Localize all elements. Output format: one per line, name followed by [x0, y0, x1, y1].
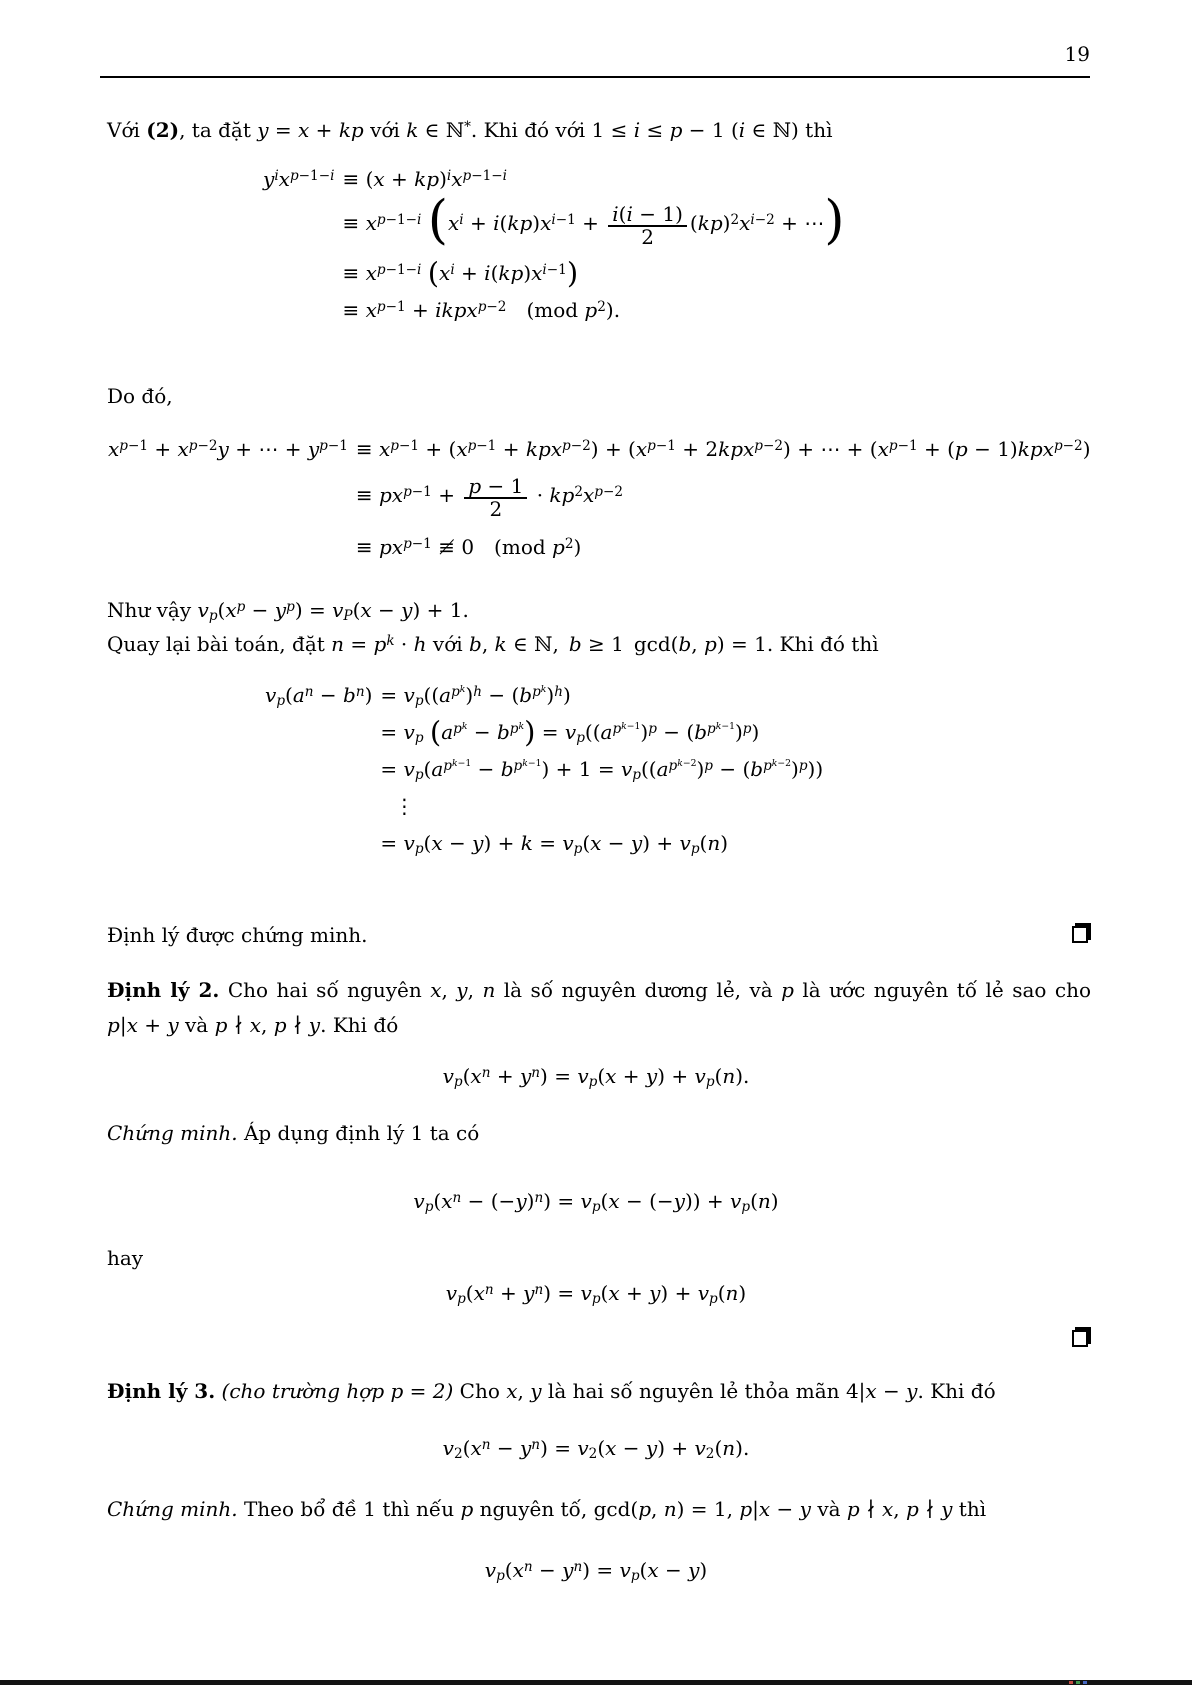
eq-right: ≡ $px^{p-1}$ ≢ 0 (mod $p^2$) — [355, 535, 582, 560]
eq-right: = $v_p((a^{p^k})^h - (b^{p^k})^h)$ — [380, 683, 571, 709]
nhu-vay-paragraph: Như vậy $v_p(x^p - y^p) = v_P(x - y) + 1$. — [107, 598, 469, 624]
eq-right: ≡ $x^{p-1} + (x^{p-1} + kpx^{p-2}) + (x^{p-1} + 2kpx^{p-2})$ + ⋯ + $(x^{p-1} + (p - 1)kpx^{p-2})$ — [355, 437, 1091, 461]
theorem2-line2: p|x + y và p ∤ x, p ∤ y. Khi đó — [107, 1013, 399, 1037]
qed-box-icon — [1072, 1330, 1088, 1347]
eq-left: $v_p(a^n - b^n)$ — [265, 683, 373, 709]
proof2-intro: Chứng minh. Áp dụng định lý 1 ta có — [107, 1121, 480, 1145]
display-eq-proof3: $v_p(x^n - y^n) = v_p(x - y)$ — [484, 1558, 708, 1584]
eq-left: $x^{p-1} + x^{p-2}y$ + ⋯ + $y^{p-1}$ — [108, 437, 348, 461]
eq-right: ≡ $x^{p-1-i}$ $(x^i + i(kp)x^{i-1})$ — [342, 256, 579, 291]
eq-right: = $v_p(x - y) + k = v_p(x - y) + v_p(n)$ — [380, 831, 729, 857]
proof3-intro: Chứng minh. Theo bổ đề 1 thì nếu p nguyên tố, gcd(p, n) = 1, p|x − y và p ∤ x, p ∤ y thì — [107, 1497, 987, 1521]
taskbar-sliver — [0, 1680, 1192, 1685]
theorem2-line1: Định lý 2. Cho hai số nguyên x, y, n là số nguyên dương lẻ, và p là ước nguyên tố lẻ sao cho — [107, 978, 1092, 1002]
hay-text: hay — [107, 1246, 144, 1270]
display-eq-theorem3: $v_2(x^n - y^n) = v_2(x - y) + v_2(n)$. — [442, 1436, 750, 1462]
display-eq-proof2-b: $v_p(x^n + y^n) = v_p(x + y) + v_p(n)$ — [445, 1281, 747, 1307]
equation-block-sum-congruence — [108, 437, 1091, 559]
display-eq-proof2-a: $v_p(x^n - (-y)^n) = v_p(x - (-y)) + v_p(n)$ — [413, 1189, 779, 1215]
equation-block-valuation-induction — [265, 683, 823, 855]
eq-right: = $v_p$ $(a^{p^k} - b^{p^k}) = v_p((a^{p^{k-1}})^p - (b^{p^{k-1}})^p)$ — [380, 714, 760, 749]
vertical-dots: ⋮ — [394, 794, 415, 818]
eq-right: ≡ $px^{p-1}$ + $\frac{p - 1}{2}$ · $kp^2x^{p-2}$ — [355, 474, 624, 522]
taskbar-icon-dot — [1069, 1681, 1073, 1684]
eq-right: ≡ $(x + kp)^ix^{p-1-i}$ — [342, 167, 508, 191]
equation-block-binomial-expansion — [263, 167, 845, 322]
quay-lai-paragraph: Quay lại bài toán, đặt $n = p^k \cdot h$ với b, k ∈ ℕ, b ≥ 1 gcd(b, p) = 1. Khi đó thì — [107, 632, 879, 656]
eq-right: ≡ $x^{p-1}$ + ikpx$^{p-2}$ (mod $p^2$). — [342, 298, 621, 323]
do-do-text: Do đó, — [107, 384, 173, 408]
taskbar-icon-dot — [1083, 1681, 1087, 1684]
qed-box-icon — [1072, 926, 1088, 943]
taskbar-icon-dot — [1076, 1681, 1080, 1684]
page-number: 19 — [1064, 42, 1090, 66]
eq-right: = $v_p(a^{p^{k-1}} - b^{p^{k-1}}) + 1 = v_p((a^{p^{k-2}})^p - (b^{p^{k-2}})^p)$) — [380, 757, 824, 783]
intro-paragraph: Với (2), ta đặt y = x + kp với k ∈ ℕ*. Khi đó với 1 ≤ i ≤ p − 1 (i ∈ ℕ) thì — [107, 118, 833, 142]
header-rule — [100, 76, 1090, 78]
theorem3-line1: Định lý 3. (cho trường hợp p = 2) Cho x, y là hai số nguyên lẻ thỏa mãn 4|x − y. Khi đó — [107, 1379, 996, 1403]
proof-end-text: Định lý được chứng minh. — [107, 923, 368, 947]
eq-right: ≡ $x^{p-1-i}$ ($x^i + i(kp)x^{i-1}$ + $\frac{i(i - 1)}{2}$ $(kp)^2x^{i-2}$ + ⋯) — [342, 190, 845, 251]
display-eq-theorem2: $v_p(x^n + y^n) = v_p(x + y) + v_p(n)$. — [442, 1064, 750, 1090]
eq-left: $y^ix^{p-1-i}$ — [263, 167, 335, 191]
